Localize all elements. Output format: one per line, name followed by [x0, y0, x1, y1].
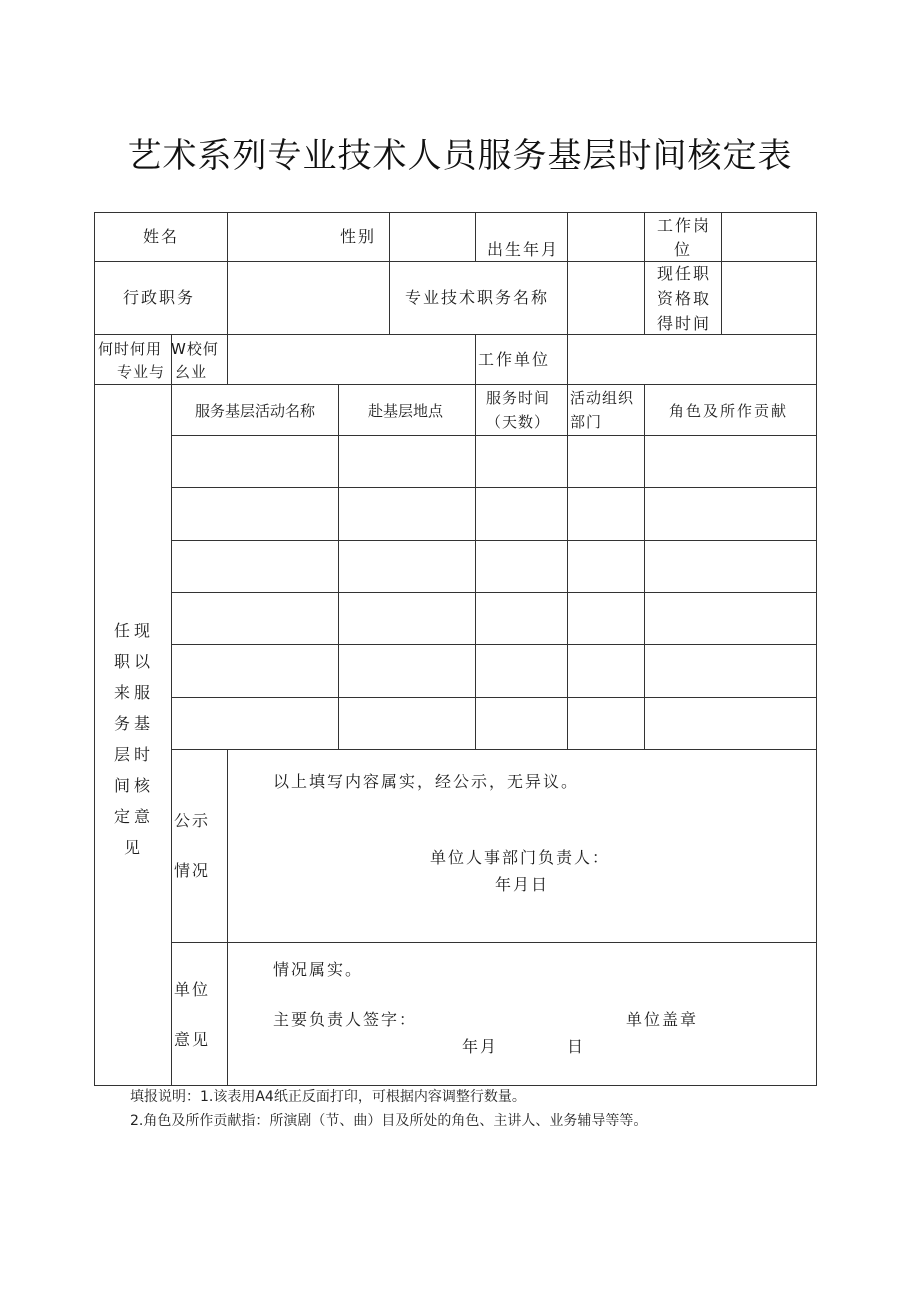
row-divider — [95, 384, 816, 385]
col-divider — [721, 213, 722, 261]
col-divider — [475, 334, 476, 384]
qualification-time-label: 得时间 — [657, 314, 712, 333]
service-time-header: （天数） — [486, 413, 551, 431]
col-divider — [567, 213, 568, 261]
unit-opinion-date: 年月 — [462, 1037, 499, 1056]
col-divider — [227, 213, 228, 261]
unit-opinion-statement: 情况属实。 — [273, 960, 364, 979]
service-time-header: 服务时间 — [486, 389, 551, 407]
col-divider — [644, 213, 645, 261]
unit-opinion-signer: 主要负责人签字： — [273, 1010, 418, 1029]
qualification-time-label: 资格取 — [657, 289, 712, 308]
col-divider — [475, 213, 476, 261]
publicity-label: 情况 — [174, 861, 211, 880]
job-post-label: 工作岗 — [657, 216, 712, 235]
col-divider — [227, 334, 228, 384]
col-divider — [389, 213, 390, 261]
col-divider — [227, 261, 228, 334]
location-header: 赴基层地点 — [368, 402, 444, 420]
work-unit-label: 工作单位 — [478, 350, 551, 369]
admin-post-label: 行政职务 — [123, 288, 196, 307]
birth-label: 出生年月 — [487, 240, 560, 259]
org-dept-header: 部门 — [570, 413, 603, 431]
row-divider — [171, 487, 816, 488]
unit-opinion-label: 意见 — [174, 1030, 211, 1049]
qualification-time-label: 现任职 — [657, 264, 712, 283]
row-divider — [171, 435, 816, 436]
unit-opinion-date-day: 日 — [567, 1037, 586, 1056]
row-divider — [171, 592, 816, 593]
unit-opinion-label: 单位 — [174, 980, 211, 999]
col-divider — [475, 384, 476, 749]
school-major-label: W校何 — [171, 340, 219, 358]
col-divider — [171, 384, 172, 1085]
row-divider — [171, 942, 816, 943]
row-divider — [171, 644, 816, 645]
role-header: 角色及所作贡献 — [669, 402, 789, 420]
row-divider — [171, 697, 816, 698]
col-divider — [567, 261, 568, 334]
col-divider — [567, 384, 568, 749]
school-major-label: 专业与 — [117, 363, 166, 381]
publicity-label: 公示 — [174, 811, 211, 830]
fill-note: 2.角色及所作贡献指：所演剧（节、曲）目及所处的角色、主讲人、业务辅导等等。 — [130, 1113, 648, 1129]
col-divider — [338, 384, 339, 749]
org-dept-header: 活动组织 — [570, 389, 635, 407]
activity-name-header: 服务基层活动名称 — [195, 402, 316, 420]
school-major-label: 何时何用 — [98, 340, 163, 358]
page-title: 艺术系列专业技术人员服务基层时间核定表 — [127, 136, 793, 176]
gender-label: 性别 — [340, 227, 377, 246]
row-divider — [171, 749, 816, 750]
name-label: 姓名 — [143, 227, 180, 246]
fill-note: 填报说明：1.该表用A4纸正反面打印，可根据内容调整行数量。 — [130, 1089, 526, 1105]
col-divider — [721, 261, 722, 334]
col-divider — [389, 261, 390, 334]
row-divider — [171, 540, 816, 541]
verification-form — [94, 212, 817, 1086]
publicity-date: 年月日 — [495, 875, 550, 894]
section-label: 任现职以来服务基层时间核定意见 — [113, 621, 154, 857]
col-divider — [644, 384, 645, 749]
col-divider — [567, 334, 568, 384]
publicity-signer: 单位人事部门负责人： — [430, 848, 611, 867]
publicity-statement: 以上填写内容属实，经公示，无异议。 — [273, 772, 580, 791]
tech-title-label: 专业技术职务名称 — [405, 288, 550, 307]
job-post-label: 位 — [674, 240, 693, 259]
unit-seal-label: 单位盖章 — [626, 1010, 699, 1029]
school-major-label: 幺业 — [175, 363, 208, 381]
col-divider — [227, 749, 228, 1085]
col-divider — [644, 261, 645, 334]
